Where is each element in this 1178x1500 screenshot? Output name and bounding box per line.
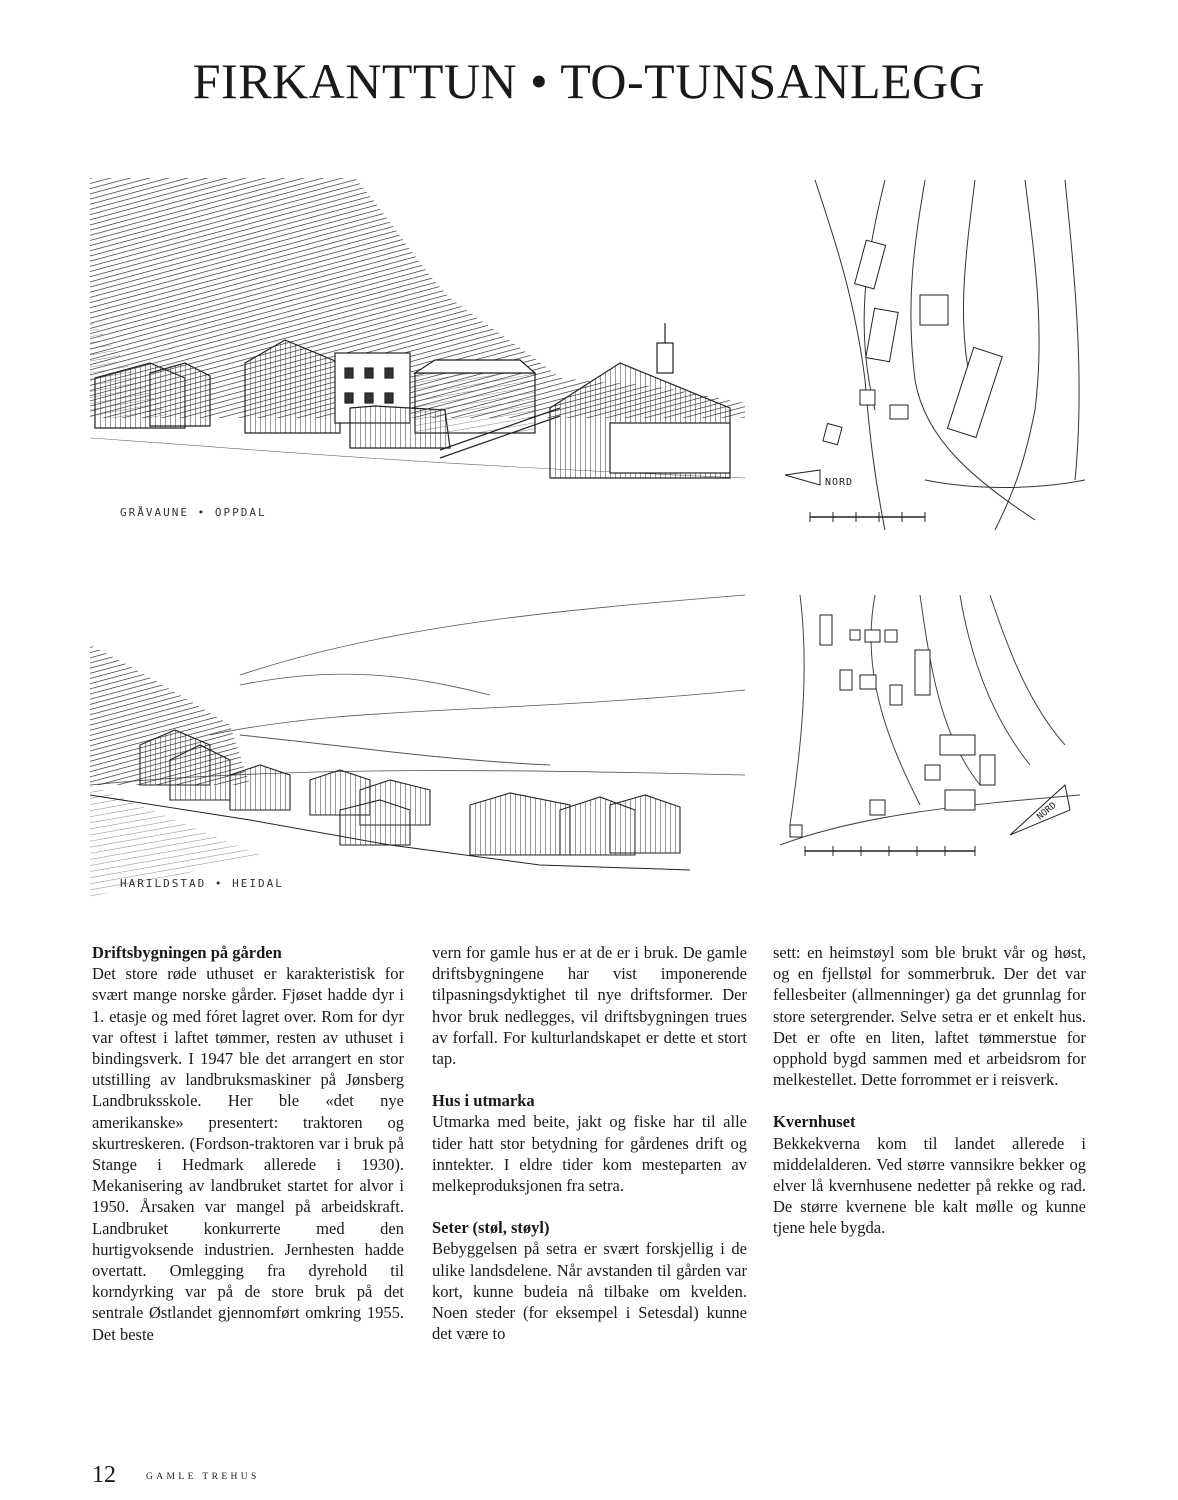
- site-plan-top: [775, 180, 1085, 530]
- section-heading: Hus i utmarka: [432, 1091, 535, 1111]
- farm-sketch-top: [90, 178, 745, 523]
- page-number: 12: [92, 1462, 116, 1488]
- section-heading: Kvernhuset: [773, 1112, 856, 1132]
- section-heading: Seter (støl, støyl): [432, 1218, 550, 1238]
- text-column-1: [92, 942, 404, 1345]
- sketch-caption: GRÅVAUNE • OPPDAL: [120, 506, 267, 519]
- farm-sketch-bottom: [90, 585, 745, 897]
- body-text: sett: en heimstøyl som ble brukt vår og høst, og en fjellstøl for sommerbruk. Der det var fellesbeiter (allmenninger) ga det grunnlag for store setergrender. Selve setra er et enkelt hus. Det er ofte en liten, laftet tømmerstue for opphold bygd sammen med et arbeidsrom for melkestellet. Dette forrommet er i reisverk.: [773, 943, 1086, 1090]
- body-text: Bebyggelsen på setra er svært forskjellig i de ulike landsdelene. Når avstanden til gården var kort, kunne budeia nå tilbake om kvelden. Noen steder (for eksempel i Setesdal) kunne det være to: [432, 1239, 747, 1344]
- site-plan-bottom: [780, 595, 1085, 870]
- running-title: GAMLE TREHUS: [146, 1472, 260, 1482]
- body-text: Bekkekverna kom til landet allerede i middelalderen. Ved større vannsikre bekker og elver lå kvernhusene nedetter på rekke og rad. De større kvernene ble kalt mølle og kunne tjene hele bygda.: [773, 1133, 1086, 1238]
- page-title: FIRKANTTUN • TO-TUNSANLEGG: [192, 53, 986, 109]
- section-heading: Driftsbygningen på gården: [92, 943, 282, 962]
- north-label: NORD: [825, 477, 854, 488]
- body-text: Utmarka med beite, jakt og fiske har til alle tider hatt stor betydning for gårdenes drift og inntekter. I eldre tider kom mesteparten av melkeproduksjonen fra setra.: [432, 1112, 747, 1196]
- sketch-caption: HARILDSTAD • HEIDAL: [120, 877, 284, 890]
- text-column-2: [432, 942, 747, 1344]
- body-text: vern for gamle hus er at de er i bruk. De gamle driftsbygningene har vist imponerende tilpasningsdyktighet til nye driftsformer. Der hvor bruk nedlegges, vil driftsbygningen trues av forfall. For kulturlandskapet er dette et stort tap.: [432, 943, 747, 1069]
- north-label: NORD: [1035, 800, 1059, 823]
- text-column-3: [773, 942, 1086, 1239]
- body-text: Det store røde uthuset er karakteristisk for svært mange norske gårder. Fjøset hadde dyr i 1. etasje og med fóret lagret over. Rom for dyr var oftest i laftet tømmer, resten av uthuset i bindingsverk. I 1947 ble det arrangert en stor utstilling av landbruksmaskiner på Jønsberg Landbruksskole. Her ble «det nye amerikanske» presentert: traktoren og skurtreskeren. (Fordson-traktoren var i bruk på Stange i Hedmark allerede i 1930). Mekanisering av landbruket startet for alvor i 1950. Årsaken var mangel på arbeidskraft. Landbruket konkurrerte med den hurtigvoksende industrien. Jernhesten hadde overtatt. Omlegging fra dyrehold til korndyrking var på de store bruk på det sentrale Østlandet gjennomført omkring 1955. Det beste: [92, 964, 404, 1344]
